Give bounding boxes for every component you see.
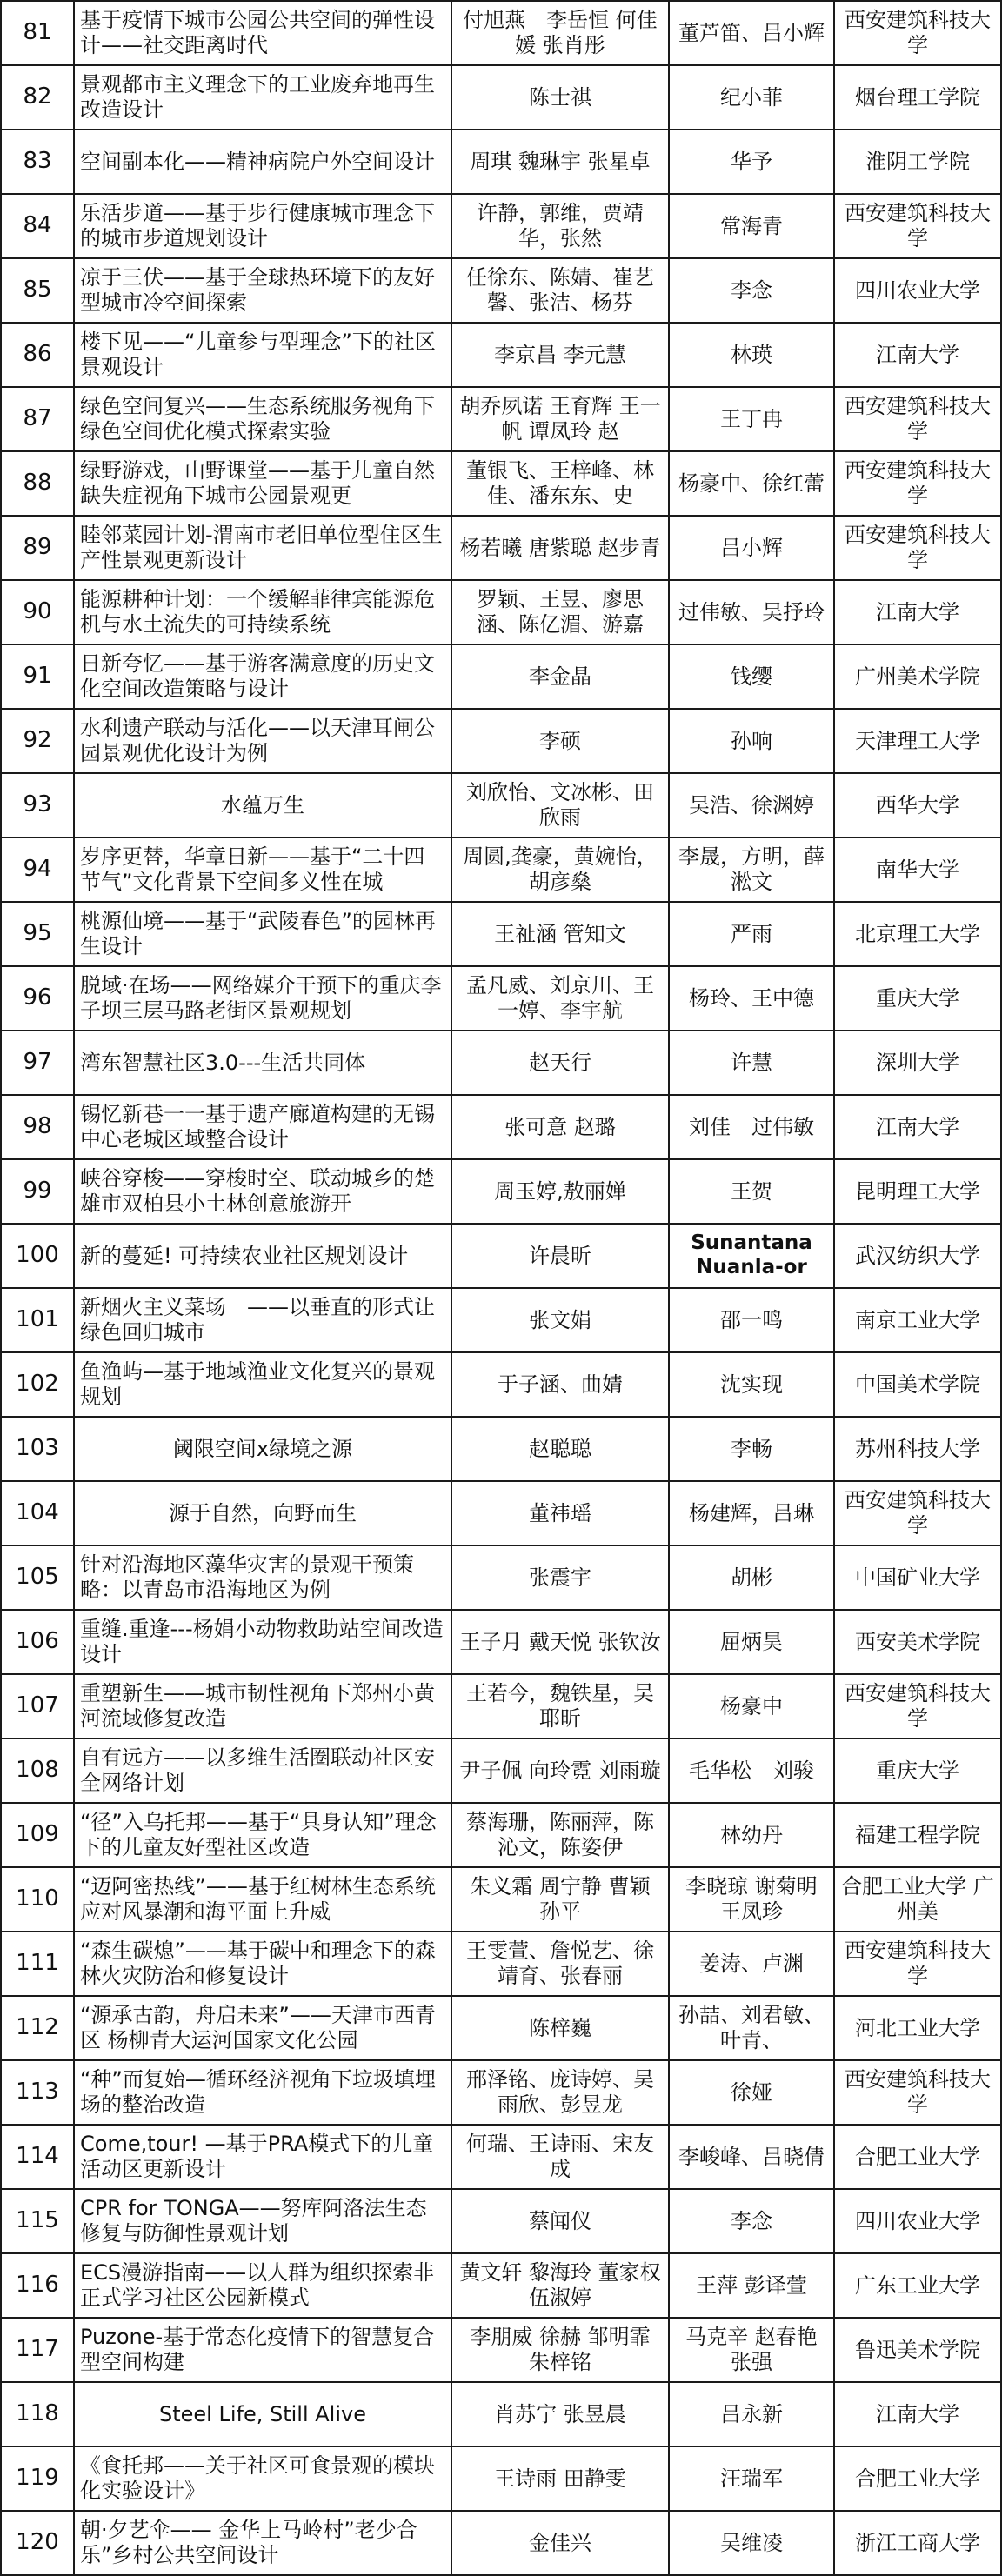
- project-title: Puzone-基于常态化疫情下的智慧复合型空间构建: [74, 2318, 451, 2382]
- advisor-names: 徐娅: [669, 2060, 834, 2125]
- team-members: 蔡海珊，陈丽萍，陈沁文，陈姿伊: [451, 1803, 669, 1867]
- school-name: 西安建筑科技大学: [834, 1674, 1001, 1738]
- table-row: [1, 2382, 1001, 2446]
- advisor-names: 姜涛、卢渊: [669, 1932, 834, 1996]
- project-title: 桃源仙境——基于“武陵春色”的园林再生设计: [74, 902, 451, 966]
- entry-number: 117: [1, 2318, 74, 2382]
- project-title: 乐活步道——基于步行健康城市理念下的城市步道规划设计: [74, 194, 451, 258]
- advisor-names: 钱缨: [669, 644, 834, 709]
- entry-number: 119: [1, 2446, 74, 2511]
- advisor-names: 汪瑞军: [669, 2446, 834, 2511]
- team-members: 张震宇: [451, 1545, 669, 1610]
- project-title: 朝·夕艺伞—— 金华上马岭村”老少合乐”乡村公共空间设计: [74, 2511, 451, 2575]
- school-name: 苏州科技大学: [834, 1417, 1001, 1481]
- entry-number: 108: [1, 1738, 74, 1803]
- entry-number: 100: [1, 1224, 74, 1288]
- team-members: 李朋威 徐赫 邹明霏 朱梓铭: [451, 2318, 669, 2382]
- entry-number: 92: [1, 709, 74, 773]
- entry-number: 93: [1, 773, 74, 838]
- advisor-names: 李晟，方明，薛淞文: [669, 838, 834, 902]
- advisor-names: 李畅: [669, 1417, 834, 1481]
- entry-number: 113: [1, 2060, 74, 2125]
- school-name: 西安建筑科技大学: [834, 451, 1001, 516]
- team-members: 王祉涵 管知文: [451, 902, 669, 966]
- advisor-names: 李念: [669, 2189, 834, 2253]
- team-members: 赵天行: [451, 1031, 669, 1095]
- advisor-names: 林瑛: [669, 323, 834, 387]
- table-row: [1, 1481, 1001, 1545]
- table-row: [1, 387, 1001, 451]
- advisor-names: 胡彬: [669, 1545, 834, 1610]
- entry-number: 94: [1, 838, 74, 902]
- school-name: 北京理工大学: [834, 902, 1001, 966]
- team-members: 李硕: [451, 709, 669, 773]
- entry-number: 116: [1, 2253, 74, 2318]
- entry-number: 103: [1, 1417, 74, 1481]
- table-row: [1, 709, 1001, 773]
- advisor-names: 常海青: [669, 194, 834, 258]
- table-row: [1, 902, 1001, 966]
- school-name: 四川农业大学: [834, 2189, 1001, 2253]
- school-name: 合肥工业大学: [834, 2125, 1001, 2189]
- table-row: [1, 1031, 1001, 1095]
- advisor-names: 李念: [669, 258, 834, 323]
- team-members: 李金晶: [451, 644, 669, 709]
- advisor-names: 杨建辉，吕琳: [669, 1481, 834, 1545]
- advisor-names: 马克辛 赵春艳 张强: [669, 2318, 834, 2382]
- entry-number: 118: [1, 2382, 74, 2446]
- school-name: 中国美术学院: [834, 1352, 1001, 1417]
- advisor-names: 纪小菲: [669, 65, 834, 130]
- project-title: Steel Life, Still Alive: [74, 2382, 451, 2446]
- team-members: 张文娟: [451, 1288, 669, 1352]
- team-members: 付旭燕 李岳恒 何佳媛 张肖彤: [451, 1, 669, 65]
- table-row: [1, 194, 1001, 258]
- advisor-names: 王贺: [669, 1159, 834, 1224]
- team-members: 王诗雨 田静雯: [451, 2446, 669, 2511]
- school-name: 西华大学: [834, 773, 1001, 838]
- school-name: 江南大学: [834, 580, 1001, 644]
- team-members: 陈梓巍: [451, 1996, 669, 2060]
- entry-number: 91: [1, 644, 74, 709]
- project-title: 景观都市主义理念下的工业废弃地再生改造设计: [74, 65, 451, 130]
- table-row: [1, 2189, 1001, 2253]
- team-members: 金佳兴: [451, 2511, 669, 2575]
- table-row: [1, 2318, 1001, 2382]
- table-row: [1, 1996, 1001, 2060]
- advisor-names: 李峻峰、吕晓倩: [669, 2125, 834, 2189]
- table-row: [1, 2446, 1001, 2511]
- table-row: [1, 1738, 1001, 1803]
- school-name: 西安建筑科技大学: [834, 194, 1001, 258]
- advisor-names: 李晓琼 谢菊明 王凤珍: [669, 1867, 834, 1932]
- school-name: 中国矿业大学: [834, 1545, 1001, 1610]
- advisor-names: 王丁冉: [669, 387, 834, 451]
- advisor-names: 严雨: [669, 902, 834, 966]
- team-members: 许静，郭维，贾靖华，张然: [451, 194, 669, 258]
- entry-number: 90: [1, 580, 74, 644]
- team-members: 于子涵、曲婧: [451, 1352, 669, 1417]
- school-name: 西安建筑科技大学: [834, 387, 1001, 451]
- entry-number: 99: [1, 1159, 74, 1224]
- advisor-names: 沈实现: [669, 1352, 834, 1417]
- project-title: 鱼渔屿—基于地域渔业文化复兴的景观规划: [74, 1352, 451, 1417]
- entry-number: 96: [1, 966, 74, 1031]
- table-row: [1, 258, 1001, 323]
- advisor-names: 华予: [669, 130, 834, 194]
- table-row: [1, 1803, 1001, 1867]
- school-name: 河北工业大学: [834, 1996, 1001, 2060]
- entry-number: 97: [1, 1031, 74, 1095]
- team-members: 赵聪聪: [451, 1417, 669, 1481]
- table-row: [1, 2253, 1001, 2318]
- entry-number: 109: [1, 1803, 74, 1867]
- table-row: [1, 580, 1001, 644]
- school-name: 重庆大学: [834, 1738, 1001, 1803]
- school-name: 广州美术学院: [834, 644, 1001, 709]
- school-name: 西安建筑科技大学: [834, 516, 1001, 580]
- entry-number: 114: [1, 2125, 74, 2189]
- entry-number: 86: [1, 323, 74, 387]
- table-row: [1, 1288, 1001, 1352]
- project-title: 自有远方——以多维生活圈联动社区安全网络计划: [74, 1738, 451, 1803]
- school-name: 烟台理工学院: [834, 65, 1001, 130]
- project-title: 《食托邦——关于社区可食景观的模块化实验设计》: [74, 2446, 451, 2511]
- team-members: 任徐东、陈婧、崔艺馨、张洁、杨芬: [451, 258, 669, 323]
- table-row: [1, 838, 1001, 902]
- school-name: 西安建筑科技大学: [834, 1481, 1001, 1545]
- table-row: [1, 130, 1001, 194]
- project-title: 基于疫情下城市公园公共空间的弹性设计——社交距离时代: [74, 1, 451, 65]
- advisor-names: 杨豪中: [669, 1674, 834, 1738]
- project-title: 新的蔓延! 可持续农业社区规划设计: [74, 1224, 451, 1288]
- advisor-names: 林幼丹: [669, 1803, 834, 1867]
- team-members: 何瑞、王诗雨、宋友成: [451, 2125, 669, 2189]
- school-name: 合肥工业大学: [834, 2446, 1001, 2511]
- school-name: 江南大学: [834, 2382, 1001, 2446]
- project-title: 峡谷穿梭——穿梭时空、联动城乡的楚雄市双柏县小土林创意旅游开: [74, 1159, 451, 1224]
- advisor-names: Sunantana Nuanla-or: [669, 1224, 834, 1288]
- project-title: 针对沿海地区藻华灾害的景观干预策略：以青岛市沿海地区为例: [74, 1545, 451, 1610]
- table-row: [1, 1545, 1001, 1610]
- team-members: 王雯萱、詹悦艺、徐靖育、张春丽: [451, 1932, 669, 1996]
- project-title: 水蕴万生: [74, 773, 451, 838]
- team-members: 肖苏宁 张昱晨: [451, 2382, 669, 2446]
- project-title: “径”入乌托邦——基于“具身认知”理念下的儿童友好型社区改造: [74, 1803, 451, 1867]
- team-members: 董祎瑶: [451, 1481, 669, 1545]
- project-title: 脱域·在场——网络媒介干预下的重庆李子坝三层马路老街区景观规划: [74, 966, 451, 1031]
- table-row: [1, 2125, 1001, 2189]
- project-title: 重缝.重逢---杨娟小动物救助站空间改造设计: [74, 1610, 451, 1674]
- project-title: 楼下见——“儿童参与型理念”下的社区景观设计: [74, 323, 451, 387]
- table-row: [1, 516, 1001, 580]
- project-title: 新烟火主义菜场 ——以垂直的形式让绿色回归城市: [74, 1288, 451, 1352]
- entry-number: 81: [1, 1, 74, 65]
- entry-number: 111: [1, 1932, 74, 1996]
- table-row: [1, 1, 1001, 65]
- table-row: [1, 1352, 1001, 1417]
- team-members: 许晨昕: [451, 1224, 669, 1288]
- team-members: 罗颖、王昱、廖思涵、陈亿湄、游嘉: [451, 580, 669, 644]
- school-name: 鲁迅美术学院: [834, 2318, 1001, 2382]
- project-title: 凉于三伏——基于全球热环境下的友好型城市冷空间探索: [74, 258, 451, 323]
- project-title: 湾东智慧社区3.0---生活共同体: [74, 1031, 451, 1095]
- project-title: CPR for TONGA——努库阿洛法生态修复与防御性景观计划: [74, 2189, 451, 2253]
- entry-number: 85: [1, 258, 74, 323]
- school-name: 武汉纺织大学: [834, 1224, 1001, 1288]
- school-name: 重庆大学: [834, 966, 1001, 1031]
- advisor-names: 邵一鸣: [669, 1288, 834, 1352]
- table-row: [1, 2511, 1001, 2575]
- team-members: 陈士祺: [451, 65, 669, 130]
- entry-number: 89: [1, 516, 74, 580]
- team-members: 周圆,龚豪，黄婉怡，胡彦燊: [451, 838, 669, 902]
- entry-number: 120: [1, 2511, 74, 2575]
- table-row: [1, 644, 1001, 709]
- school-name: 江南大学: [834, 1095, 1001, 1159]
- advisor-names: 毛华松 刘骏: [669, 1738, 834, 1803]
- entry-number: 102: [1, 1352, 74, 1417]
- project-title: “种”而复始—循环经济视角下垃圾填埋场的整治改造: [74, 2060, 451, 2125]
- team-members: 王若今，魏铁星，吴耶昕: [451, 1674, 669, 1738]
- advisor-names: 过伟敏、吴抒玲: [669, 580, 834, 644]
- table-row: [1, 1417, 1001, 1481]
- advisor-names: 孙响: [669, 709, 834, 773]
- team-members: 周琪 魏琳宇 张星卓: [451, 130, 669, 194]
- table-row: [1, 1159, 1001, 1224]
- team-members: 刘欣怡、文冰彬、田欣雨: [451, 773, 669, 838]
- project-title: “森生碳熄”——基于碳中和理念下的森林火灾防治和修复设计: [74, 1932, 451, 1996]
- advisor-names: 屈炳昊: [669, 1610, 834, 1674]
- team-members: 王子月 戴天悦 张钦汝: [451, 1610, 669, 1674]
- project-title: 日新夸忆——基于游客满意度的历史文化空间改造策略与设计: [74, 644, 451, 709]
- advisor-names: 王萍 彭译萱: [669, 2253, 834, 2318]
- project-title: 源于自然，向野而生: [74, 1481, 451, 1545]
- school-name: 天津理工大学: [834, 709, 1001, 773]
- team-members: 杨若曦 唐紫聪 赵步青: [451, 516, 669, 580]
- project-title: 锡忆新巷一一基于遗产廊道构建的无锡中心老城区域整合设计: [74, 1095, 451, 1159]
- school-name: 西安美术学院: [834, 1610, 1001, 1674]
- entry-number: 107: [1, 1674, 74, 1738]
- advisor-names: 吴浩、徐渊婷: [669, 773, 834, 838]
- project-title: “源承古韵，舟启未来”——天津市西青区 杨柳青大运河国家文化公园: [74, 1996, 451, 2060]
- team-members: 李京昌 李元慧: [451, 323, 669, 387]
- advisor-names: 杨豪中、徐红蕾: [669, 451, 834, 516]
- project-title: 阈限空间x绿境之源: [74, 1417, 451, 1481]
- team-members: 邢泽铭、庞诗婷、吴雨欣、彭昱龙: [451, 2060, 669, 2125]
- team-members: 董银飞、王梓峰、林佳、潘东东、史: [451, 451, 669, 516]
- table-row: [1, 2060, 1001, 2125]
- entry-number: 83: [1, 130, 74, 194]
- school-name: 浙江工商大学: [834, 2511, 1001, 2575]
- advisor-names: 刘佳 过伟敏: [669, 1095, 834, 1159]
- advisor-names: 吕小辉: [669, 516, 834, 580]
- table-row: [1, 1610, 1001, 1674]
- advisor-names: 董芦笛、吕小辉: [669, 1, 834, 65]
- table-row: [1, 323, 1001, 387]
- advisor-names: 孙喆、刘君敏、叶青、: [669, 1996, 834, 2060]
- school-name: 合肥工业大学 广州美: [834, 1867, 1001, 1932]
- entry-number: 110: [1, 1867, 74, 1932]
- team-members: 蔡闻仪: [451, 2189, 669, 2253]
- team-members: 黄文轩 黎海玲 董家权 伍淑婷: [451, 2253, 669, 2318]
- table-row: [1, 1095, 1001, 1159]
- team-members: 朱义霜 周宁静 曹颖 孙平: [451, 1867, 669, 1932]
- table-row: [1, 773, 1001, 838]
- school-name: 深圳大学: [834, 1031, 1001, 1095]
- team-members: 胡乔夙诺 王育辉 王一帆 谭凤玲 赵: [451, 387, 669, 451]
- entry-number: 105: [1, 1545, 74, 1610]
- table-row: [1, 451, 1001, 516]
- table-row: [1, 1867, 1001, 1932]
- team-members: 尹子佩 向玲霓 刘雨璇: [451, 1738, 669, 1803]
- project-title: 水利遗产联动与活化——以天津耳闸公园景观优化设计为例: [74, 709, 451, 773]
- entry-number: 101: [1, 1288, 74, 1352]
- advisor-names: 杨玲、王中德: [669, 966, 834, 1031]
- school-name: 淮阴工学院: [834, 130, 1001, 194]
- school-name: 南华大学: [834, 838, 1001, 902]
- school-name: 南京工业大学: [834, 1288, 1001, 1352]
- team-members: 周玉婷,敖丽婵: [451, 1159, 669, 1224]
- project-title: “迈阿密热线”——基于红树林生态系统应对风暴潮和海平面上升威: [74, 1867, 451, 1932]
- advisor-names: 吕永新: [669, 2382, 834, 2446]
- school-name: 福建工程学院: [834, 1803, 1001, 1867]
- school-name: 广东工业大学: [834, 2253, 1001, 2318]
- table-row: [1, 1224, 1001, 1288]
- school-name: 西安建筑科技大学: [834, 1932, 1001, 1996]
- school-name: 西安建筑科技大学: [834, 1, 1001, 65]
- table-row: [1, 966, 1001, 1031]
- advisor-names: 吴维凌: [669, 2511, 834, 2575]
- entry-number: 84: [1, 194, 74, 258]
- project-title: 岁序更替，华章日新——基于“二十四节气”文化背景下空间多义性在城: [74, 838, 451, 902]
- advisor-names: 许慧: [669, 1031, 834, 1095]
- project-title: Come,tour! —基于PRA模式下的儿童活动区更新设计: [74, 2125, 451, 2189]
- team-members: 孟凡威、刘京川、王一婷、李宇航: [451, 966, 669, 1031]
- table-body: [1, 1, 1001, 2575]
- entry-number: 88: [1, 451, 74, 516]
- project-title: 绿野游戏，山野课堂——基于儿童自然缺失症视角下城市公园景观更: [74, 451, 451, 516]
- entry-number: 95: [1, 902, 74, 966]
- entry-number: 98: [1, 1095, 74, 1159]
- table-row: [1, 1932, 1001, 1996]
- table-row: [1, 1674, 1001, 1738]
- school-name: 江南大学: [834, 323, 1001, 387]
- project-title: 空间副本化——精神病院户外空间设计: [74, 130, 451, 194]
- school-name: 昆明理工大学: [834, 1159, 1001, 1224]
- entry-number: 87: [1, 387, 74, 451]
- entry-number: 104: [1, 1481, 74, 1545]
- entry-number: 106: [1, 1610, 74, 1674]
- project-title: 能源耕种计划：一个缓解菲律宾能源危机与水土流失的可持续系统: [74, 580, 451, 644]
- project-title: 重塑新生——城市韧性视角下郑州小黄河流域修复改造: [74, 1674, 451, 1738]
- entry-number: 82: [1, 65, 74, 130]
- school-name: 西安建筑科技大学: [834, 2060, 1001, 2125]
- team-members: 张可意 赵璐: [451, 1095, 669, 1159]
- table-row: [1, 65, 1001, 130]
- school-name: 四川农业大学: [834, 258, 1001, 323]
- project-title: ECS漫游指南——以人群为组织探索非正式学习社区公园新模式: [74, 2253, 451, 2318]
- entry-number: 115: [1, 2189, 74, 2253]
- entry-number: 112: [1, 1996, 74, 2060]
- project-title: 绿色空间复兴——生态系统服务视角下绿色空间优化模式探索实验: [74, 387, 451, 451]
- project-title: 睦邻菜园计划-渭南市老旧单位型住区生产性景观更新设计: [74, 516, 451, 580]
